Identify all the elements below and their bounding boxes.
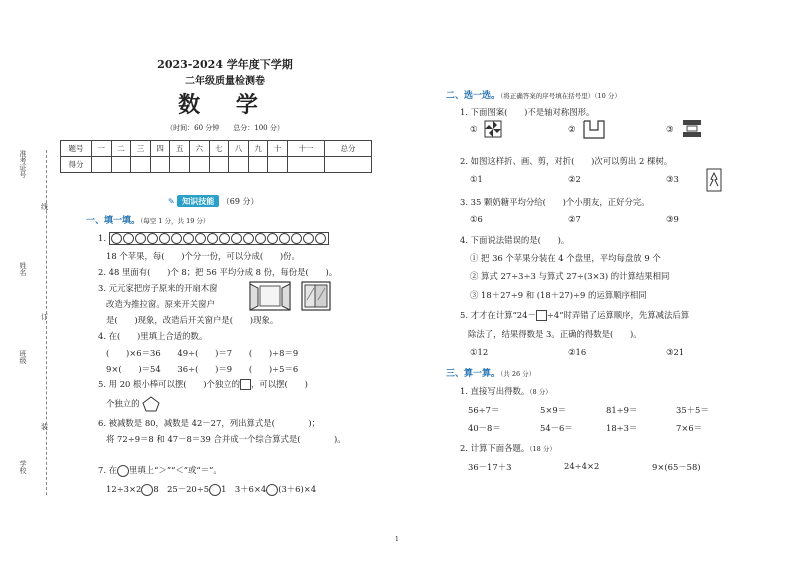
q1-line2: 18 个苹果，每( )个分一份，可以分成( )份。 <box>106 251 300 261</box>
table-cell: 十一 <box>287 141 324 157</box>
c4-opt3: ③ 18＋27÷9 和 (18＋27)÷9 的运算顺序相同 <box>470 290 647 300</box>
mark-install: 装 <box>41 423 48 431</box>
knowledge-score: （69 分） <box>221 197 259 206</box>
c1-opt1: ① <box>470 124 478 134</box>
q6-line2: 将 72÷9＝8 和 47－8＝39 合并成一个综合算式是( )。 <box>106 434 346 444</box>
s1-r1c2: 5×9＝ <box>540 405 567 415</box>
compare-expr: 1 3＋6×4 <box>221 484 267 494</box>
page-number: 1 <box>395 536 399 543</box>
apple-icon <box>195 233 206 244</box>
section-title: 二、选一选。 <box>446 91 501 101</box>
s2-item2: 24÷4×2 <box>564 461 600 471</box>
apple-icon <box>147 233 158 244</box>
apple-icon <box>291 233 302 244</box>
s1-title <box>460 385 552 397</box>
score-input-cell[interactable] <box>248 157 268 173</box>
apple-icon <box>219 233 230 244</box>
pattern-icon <box>680 118 704 140</box>
c5-opt3: ③21 <box>666 347 685 357</box>
q3-line1: 3. 元元家把房子原来的开扇木窗 <box>98 283 218 293</box>
label-class: 班级 <box>19 350 27 364</box>
c3-question: 3. 35 颗奶糖平均分给( )个小朋友，正好分完。 <box>460 197 650 207</box>
c4-question: 4. 下面说法错误的是( )。 <box>460 235 570 245</box>
q3-line2: 改造为推拉窗。原来开关窗户 <box>106 299 215 309</box>
score-table <box>60 140 372 173</box>
subject-title: 数 学 <box>178 92 272 118</box>
q3-line3: 是( )现象，改造后开关窗户是( )现象。 <box>106 315 279 325</box>
table-cell: 三 <box>131 141 151 157</box>
section-2-heading <box>446 88 621 101</box>
exam-title: 二年级质量检测卷 <box>185 76 265 87</box>
pinwheel-icon <box>484 120 502 138</box>
table-row <box>61 157 372 173</box>
section-title: 三、算一算。 <box>446 369 501 379</box>
compare-expr: (3＋6)×4 <box>278 484 317 494</box>
s2-title-text: 2. 计算下面各题。 <box>460 443 530 453</box>
score-input-cell[interactable] <box>268 157 288 173</box>
apple-icon <box>183 233 194 244</box>
sliding-window-icon <box>300 280 332 312</box>
s2-item3: 9×(65－58) <box>652 462 701 472</box>
knowledge-tag: 知识技能 <box>177 195 219 207</box>
compare-circle[interactable] <box>141 484 153 496</box>
apple-icon <box>279 233 290 244</box>
section-title: 一、填一填。 <box>86 216 141 226</box>
apple-icon <box>255 233 266 244</box>
s2-item1: 36－17＋3 <box>468 462 512 472</box>
c5-line2: 除法了，结果得数是 3。正确的得数是( )。 <box>468 329 642 339</box>
s1-r2c1: 40－8＝ <box>468 423 501 433</box>
score-input-cell[interactable] <box>131 157 151 173</box>
square-icon <box>240 379 251 390</box>
c1-opt3: ③ <box>666 124 674 134</box>
table-cell: 总分 <box>325 141 372 157</box>
q5-text-b: ，可以摆( ) <box>251 379 308 389</box>
table-cell: 题号 <box>61 141 92 157</box>
score-input-cell[interactable] <box>189 157 209 173</box>
s1-r1c1: 56÷7＝ <box>468 405 500 415</box>
score-input-cell[interactable] <box>150 157 170 173</box>
section-note: （每空 1 分，共 19 分） <box>140 217 210 225</box>
c5-text-b: ÷4”时弄错了运算顺序，先算减法后算 <box>546 310 690 320</box>
table-row <box>61 141 372 157</box>
c5-opt2: ②16 <box>568 347 587 357</box>
c3-opt2: ②7 <box>568 214 581 224</box>
s1-r2c4: 7×6＝ <box>676 423 703 433</box>
table-cell: 四 <box>150 141 170 157</box>
c2-opt2: ②2 <box>568 174 581 184</box>
compare-circle[interactable] <box>266 484 278 496</box>
u-shape-icon <box>582 118 606 140</box>
s2-note: （18 分） <box>529 445 556 453</box>
table-cell: 得分 <box>61 157 92 173</box>
q5-text-c: 个独立的 <box>106 398 140 409</box>
q7-text-b: 里填上“＞”“＜”或“＝”。 <box>129 465 222 475</box>
q1-line1 <box>98 232 329 245</box>
s1-r1c3: 81÷9＝ <box>606 405 638 415</box>
compare-expr: 8 25－20÷5 <box>153 484 210 494</box>
apple-icon <box>315 233 326 244</box>
c1-opt2: ② <box>568 124 576 134</box>
table-cell: 八 <box>229 141 249 157</box>
table-cell: 七 <box>209 141 229 157</box>
apple-icon <box>243 233 254 244</box>
section-1-heading <box>86 213 209 226</box>
q4-line2: ( )×6＝36 49÷( )＝7 ( )÷8＝9 <box>106 348 299 358</box>
label-name: 姓名 <box>19 262 27 276</box>
q5-text-a: 5. 用 20 根小棒可以摆( )个独立的 <box>98 379 241 389</box>
c4-opt1: ① 把 36 个苹果分装在 4 个盘里，平均每盘放 9 个 <box>470 253 661 263</box>
score-input-cell[interactable] <box>229 157 249 173</box>
binding-strip <box>0 0 60 561</box>
apple-icon <box>135 233 146 244</box>
c3-opt3: ③9 <box>666 214 679 224</box>
label-exam-number: 准考证号 <box>19 150 27 178</box>
mark-line: 线 <box>41 203 48 211</box>
score-input-cell[interactable] <box>92 157 112 173</box>
s1-title-text: 1. 直接写出得数。 <box>460 386 530 396</box>
q6-line1: 6. 被减数是 80，减数是 42－27，列出算式是( )； <box>98 418 320 428</box>
pentagon-icon <box>142 396 160 412</box>
c5-text-a: 5. 才才在计算“24－ <box>460 310 536 320</box>
casement-window-icon <box>248 280 292 312</box>
year-title: 2023-2024 学年度下学期 <box>157 58 293 71</box>
table-cell: 九 <box>248 141 268 157</box>
exam-info: （时间：60 分钟 总分：100 分） <box>166 124 284 132</box>
score-input-cell[interactable] <box>170 157 190 173</box>
table-cell: 五 <box>170 141 190 157</box>
s1-r1c4: 35＋5＝ <box>676 405 709 415</box>
table-cell: 一 <box>92 141 112 157</box>
q5-line1 <box>98 378 308 390</box>
apple-icon <box>267 233 278 244</box>
score-input-cell[interactable] <box>111 157 131 173</box>
q7-text-a: 7. 在 <box>98 465 118 475</box>
square-icon <box>536 310 547 321</box>
q4-line1: 4. 在( )里填上合适的数。 <box>98 331 208 341</box>
c3-opt1: ①6 <box>470 214 483 224</box>
knowledge-icon: ✎ <box>168 197 175 206</box>
folded-paper-icon <box>706 168 722 192</box>
section-note: （将正确答案的序号填在括号里）（10 分） <box>500 92 621 100</box>
section-note: （共 26 分） <box>500 370 536 378</box>
table-cell: 十 <box>268 141 288 157</box>
q2-line: 2. 48 里面有( )个 8；把 56 平均分成 8 份，每份是( )。 <box>98 267 338 277</box>
s1-r2c2: 54－6＝ <box>540 423 573 433</box>
compare-expr: 12÷3×2 <box>106 484 142 494</box>
table-cell: 六 <box>189 141 209 157</box>
c5-line1 <box>460 309 689 321</box>
s2-title <box>460 442 556 454</box>
apple-icon <box>111 233 122 244</box>
apple-icon <box>207 233 218 244</box>
q1-number: 1. <box>98 233 106 243</box>
apple-icon <box>171 233 182 244</box>
q4-line3: 9×( )＝54 36÷( )＝9 ( )÷5＝6 <box>106 364 299 374</box>
score-input-cell[interactable] <box>209 157 229 173</box>
apple-icon <box>123 233 134 244</box>
score-input-cell[interactable] <box>325 157 372 173</box>
c2-opt3: ③3 <box>666 174 679 184</box>
table-cell: 二 <box>111 141 131 157</box>
q5-line2 <box>106 396 160 412</box>
apple-icon <box>303 233 314 244</box>
section-3-heading <box>446 366 535 379</box>
label-school: 学校 <box>19 460 27 474</box>
s1-note: （8 分） <box>529 388 552 396</box>
apples-group <box>109 232 329 245</box>
mark-bind: 订 <box>41 313 48 321</box>
c4-opt2: ② 算式 27÷3÷3 与算式 27÷(3×3) 的计算结果相同 <box>470 271 670 281</box>
apple-icon <box>231 233 242 244</box>
c2-opt1: ①1 <box>470 174 483 184</box>
apple-icon <box>159 233 170 244</box>
q7-line1 <box>98 464 222 477</box>
c5-opt1: ①12 <box>470 347 489 357</box>
knowledge-heading <box>168 196 259 207</box>
compare-circle[interactable] <box>209 484 221 496</box>
q7-line2 <box>106 483 316 496</box>
s1-r2c3: 18÷3＝ <box>606 423 638 433</box>
c1-question: 1. 下面图案( )不是轴对称图形。 <box>460 107 595 117</box>
c2-question: 2. 如图这样折、画、剪，对折( )次可以剪出 2 棵树。 <box>460 156 673 166</box>
circle-icon <box>117 465 129 477</box>
score-input-cell[interactable] <box>287 157 324 173</box>
